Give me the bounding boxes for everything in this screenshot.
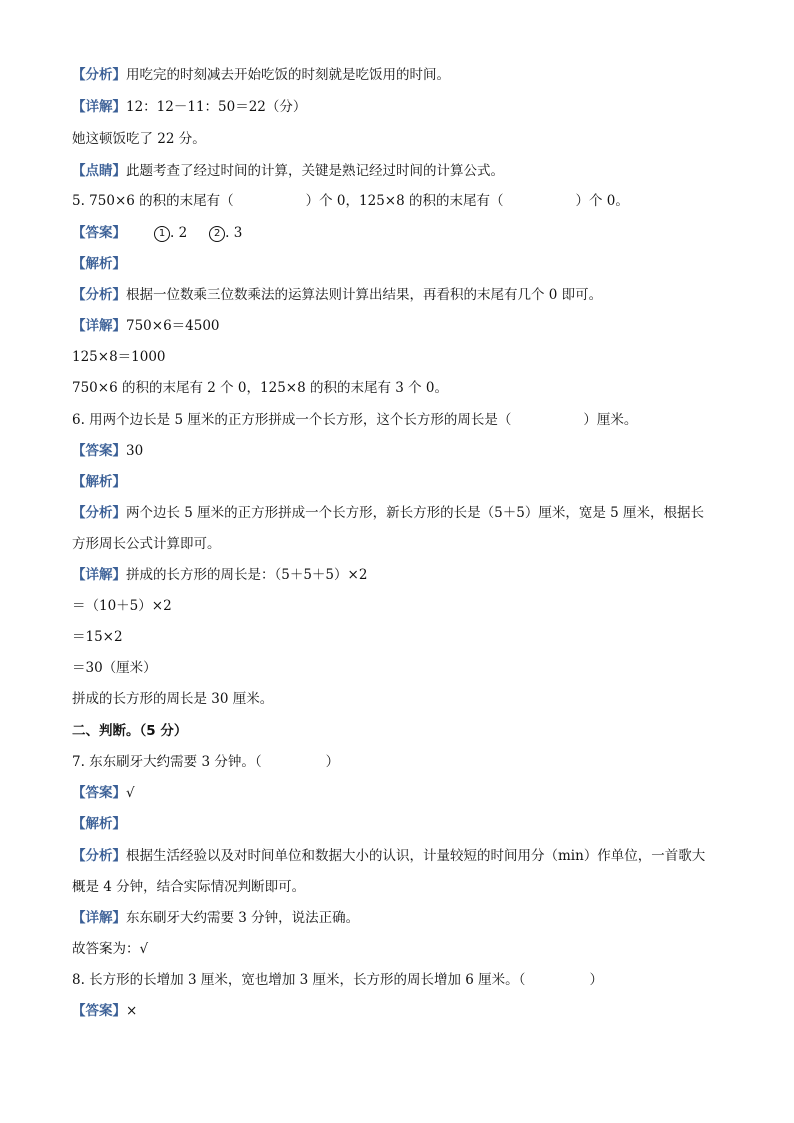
calc-line: ＝（10＋5）×2 bbox=[72, 598, 172, 614]
comment-line bbox=[72, 160, 504, 182]
detail-line: 【详解】拼成的长方形的周长是：（5＋5＋5）×2 bbox=[72, 567, 368, 583]
question-5-text-a: 5. 750×6 的积的末尾有（ bbox=[72, 193, 234, 209]
calc-line: ＝15×2 bbox=[72, 629, 123, 645]
conclusion-line: 750×6 的积的末尾有 2 个 0，125×8 的积的末尾有 3 个 0。 bbox=[72, 380, 449, 396]
analysis-line-cont: 概是 4 分钟，结合实际情况判断即可。 bbox=[72, 879, 306, 895]
question-7: 7. 东东刷牙大约需要 3 分钟。（ ） bbox=[72, 754, 340, 770]
detail-line bbox=[72, 96, 306, 118]
answer-value: . 2 bbox=[170, 225, 188, 241]
section-heading: 二、判断。（5 分） bbox=[72, 723, 188, 739]
explanation-heading: 【解析】 bbox=[72, 256, 126, 272]
explanation-heading: 【解析】 bbox=[72, 474, 126, 490]
final-answer-line: 故答案为：√ bbox=[72, 941, 149, 957]
comment-tag: 【点睛】 bbox=[72, 163, 126, 179]
question-5 bbox=[72, 190, 629, 212]
analysis-line: 【分析】两个边长 5 厘米的正方形拼成一个长方形，新长方形的长是（5＋5）厘米，宽是 5 厘米，根据长 bbox=[72, 505, 705, 521]
result-text: 她这顿饭吃了 22 分。 bbox=[72, 131, 206, 147]
question-8: 8. 长方形的长增加 3 厘米，宽也增加 3 厘米，长方形的周长增加 6 厘米。（ ） bbox=[72, 972, 603, 988]
answer-line: 【答案】√ bbox=[72, 785, 135, 801]
detail-line: 【详解】东东刷牙大约需要 3 分钟，说法正确。 bbox=[72, 910, 360, 926]
answer-line: 【答案】30 bbox=[72, 443, 144, 459]
analysis-line bbox=[72, 64, 450, 86]
answer-line bbox=[72, 222, 242, 244]
question-5-text-c: ）个 0。 bbox=[575, 193, 629, 209]
answer-tag: 【答案】 bbox=[72, 225, 126, 241]
comment-text: 此题考查了经过时间的计算，关键是熟记经过时间的计算公式。 bbox=[126, 163, 504, 179]
answer-value: √ bbox=[126, 785, 135, 801]
analysis-tag: 【分析】 bbox=[72, 67, 126, 83]
analysis-line: 【分析】根据生活经验以及对时间单位和数据大小的认识，计量较短的时间用分（min）作单位，一首歌大 bbox=[72, 848, 706, 864]
answer-line: 【答案】× bbox=[72, 1003, 138, 1019]
analysis-line-cont: 方形周长公式计算即可。 bbox=[72, 536, 221, 552]
explanation-heading: 【解析】 bbox=[72, 816, 126, 832]
answer-value: 30 bbox=[126, 443, 144, 459]
calc-line: ＝30（厘米） bbox=[72, 660, 157, 676]
conclusion-line: 拼成的长方形的周长是 30 厘米。 bbox=[72, 691, 274, 707]
calc-line: 125×8＝1000 bbox=[72, 349, 166, 365]
analysis-text: 用吃完的时刻减去开始吃饭的时刻就是吃饭用的时间。 bbox=[126, 67, 450, 83]
analysis-line: 【分析】根据一位数乘三位数乘法的运算法则计算出结果，再看积的末尾有几个 0 即可。 bbox=[72, 287, 603, 303]
circled-number: 2 bbox=[209, 226, 225, 242]
detail-text: 12：12－11：50＝22（分） bbox=[126, 99, 307, 115]
detail-tag: 【详解】 bbox=[72, 99, 126, 115]
detail-line: 【详解】750×6＝4500 bbox=[72, 318, 220, 334]
result-line bbox=[72, 128, 206, 150]
question-5-text-b: ）个 0，125×8 的积的末尾有（ bbox=[305, 193, 504, 209]
question-6: 6. 用两个边长是 5 厘米的正方形拼成一个长方形，这个长方形的周长是（ ）厘米。 bbox=[72, 412, 638, 428]
circled-number: 1 bbox=[154, 226, 170, 242]
answer-value: . 3 bbox=[225, 225, 243, 241]
answer-value: × bbox=[126, 1003, 138, 1019]
